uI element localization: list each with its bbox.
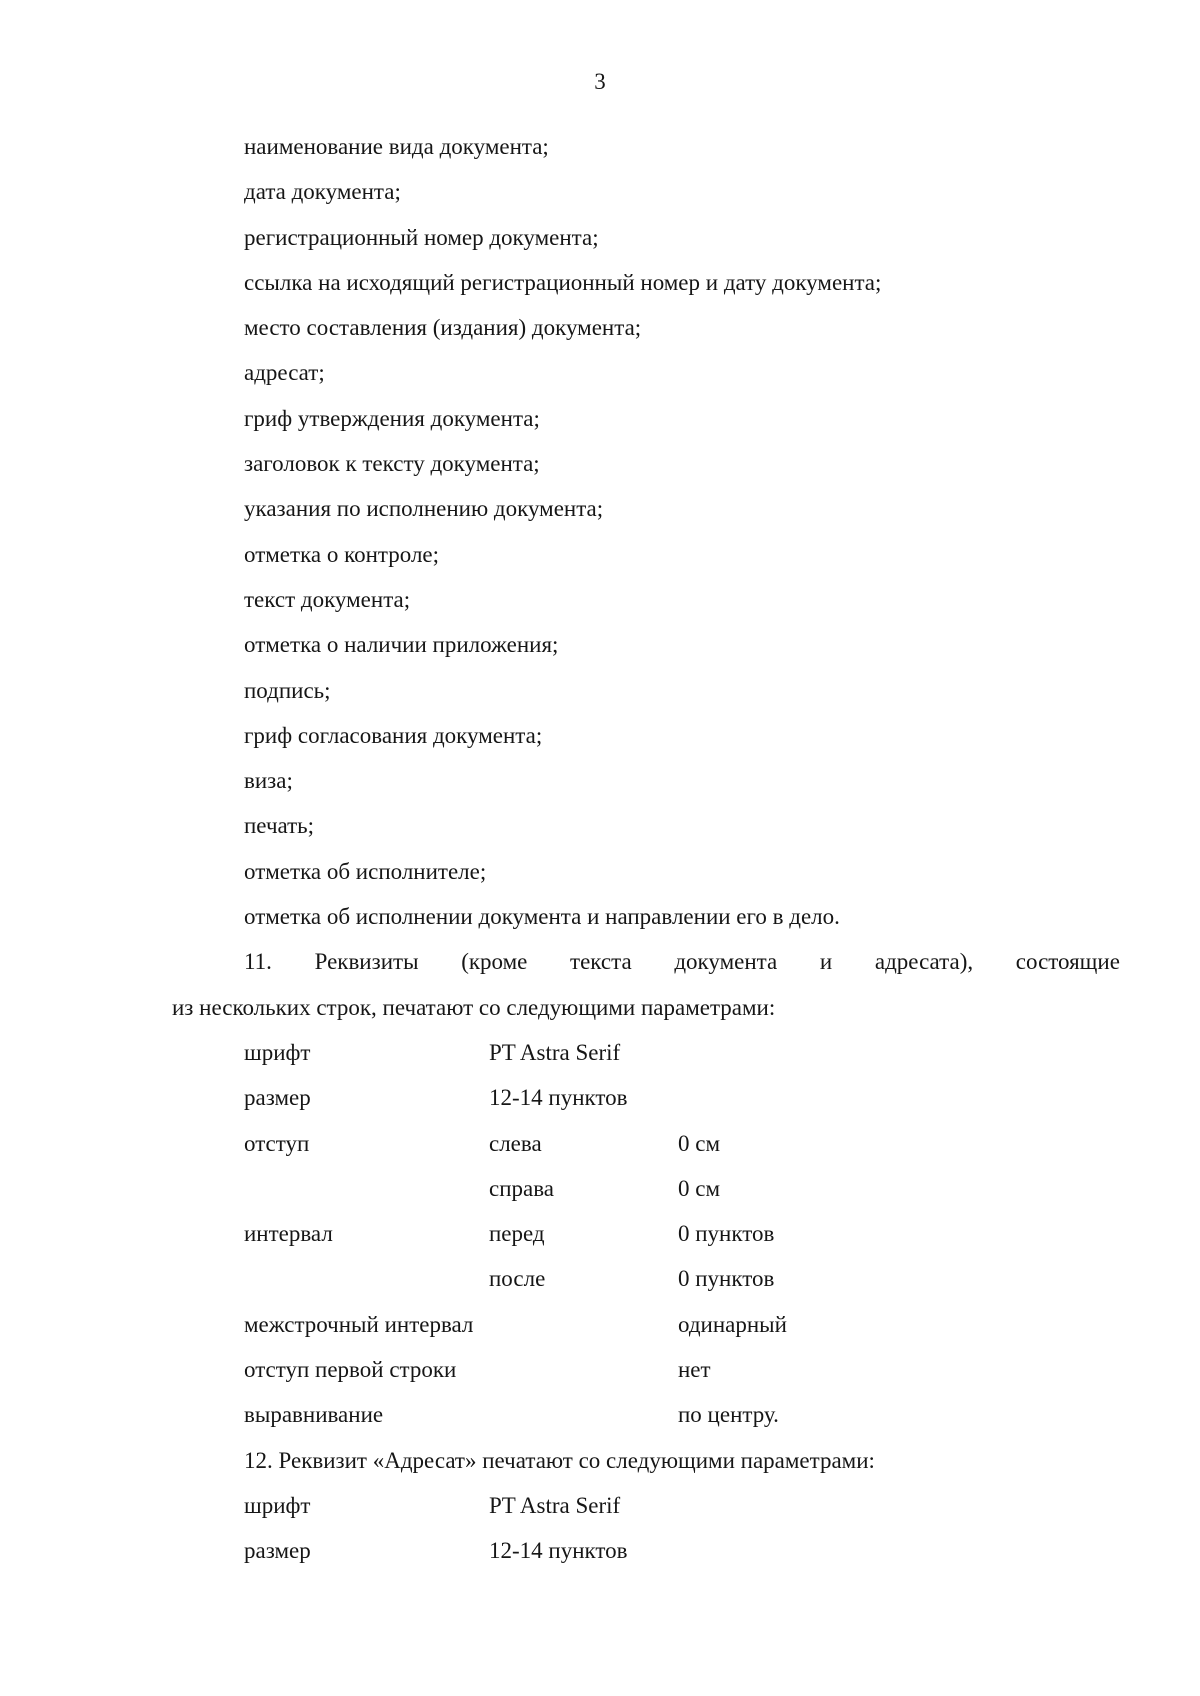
param-sub: слева <box>489 1130 542 1156</box>
document-body <box>0 124 1200 1574</box>
param-row <box>0 1121 1200 1166</box>
param-sub: перед <box>489 1221 545 1247</box>
paragraph-word: и <box>819 949 833 975</box>
param-sub: PT Astra Serif <box>489 1492 621 1518</box>
paragraph-12-text: 12. Реквизит «Адресат» печатают со следующими параметрами: <box>244 1447 875 1473</box>
list-item: наименование вида документа; <box>244 134 549 159</box>
requisites-list <box>0 124 1200 939</box>
paragraph-12 <box>0 1438 1200 1574</box>
list-item: регистрационный номер документа; <box>244 224 599 250</box>
param-label: выравнивание <box>244 1402 384 1428</box>
paragraph-word: текста <box>570 949 632 975</box>
param-sub: PT Astra Serif <box>489 1039 621 1065</box>
param-sub: 12-14 пунктов <box>489 1085 628 1111</box>
paragraph-word: Реквизиты <box>314 949 419 975</box>
paragraph-11-params <box>0 1030 1200 1438</box>
list-item: отметка об исполнителе; <box>244 858 487 884</box>
param-row <box>0 1302 1200 1347</box>
paragraph-word: 11. <box>244 949 272 975</box>
page-number: 3 <box>594 69 606 94</box>
paragraph-11-first-line <box>0 939 1120 984</box>
paragraph-12-params <box>0 1483 1200 1574</box>
param-label: размер <box>244 1085 311 1111</box>
list-item: виза; <box>244 768 293 794</box>
paragraph-word: документа <box>674 949 778 975</box>
param-label: размер <box>244 1538 311 1564</box>
param-value: 0 см <box>678 1130 721 1156</box>
param-label: интервал <box>244 1221 333 1247</box>
list-item: отметка о контроле; <box>244 541 440 567</box>
list-item: гриф утверждения документа; <box>244 405 540 431</box>
param-label: межстрочный интервал <box>244 1311 474 1337</box>
param-row <box>0 1528 1200 1573</box>
list-item: гриф согласования документа; <box>244 722 543 748</box>
param-label: шрифт <box>244 1492 311 1518</box>
param-value: нет <box>678 1357 711 1383</box>
param-row <box>0 1256 1200 1301</box>
param-label: отступ первой строки <box>244 1357 457 1383</box>
param-value: 0 пунктов <box>678 1221 775 1247</box>
paragraph-11 <box>0 939 1200 1437</box>
paragraph-word: адресата), <box>874 949 974 975</box>
param-label: шрифт <box>244 1039 311 1065</box>
param-row <box>0 1166 1200 1211</box>
list-item: текст документа; <box>244 586 411 612</box>
param-label: отступ <box>244 1130 310 1156</box>
paragraph-11-continuation: из нескольких строк, печатают со следующими параметрами: <box>172 994 776 1020</box>
list-item: печать; <box>244 813 315 839</box>
list-item: место составления (издания) документа; <box>244 315 642 341</box>
list-item: дата документа; <box>244 179 401 205</box>
param-value: одинарный <box>678 1311 787 1337</box>
list-item: ссылка на исходящий регистрационный номер и дату документа; <box>244 269 882 295</box>
list-item: адресат; <box>244 360 325 386</box>
param-value: по центру. <box>678 1402 779 1428</box>
param-row <box>0 1392 1200 1437</box>
param-row <box>0 1347 1200 1392</box>
param-row <box>0 1211 1200 1256</box>
paragraph-word: (кроме <box>461 949 528 975</box>
param-row <box>0 1030 1200 1075</box>
list-item: заголовок к тексту документа; <box>244 451 540 477</box>
paragraph-word: состоящие <box>1015 949 1120 975</box>
param-sub: справа <box>489 1175 554 1201</box>
list-item: подпись; <box>244 677 331 703</box>
param-row <box>0 1075 1200 1120</box>
param-value: 0 пунктов <box>678 1266 775 1292</box>
param-value: 0 см <box>678 1175 721 1201</box>
list-item: отметка о наличии приложения; <box>244 632 559 658</box>
param-row <box>0 1483 1200 1528</box>
param-sub: 12-14 пунктов <box>489 1538 628 1564</box>
param-sub: после <box>489 1266 546 1292</box>
list-item: отметка об исполнении документа и направлении его в дело. <box>244 904 840 930</box>
list-item: указания по исполнению документа; <box>244 496 604 522</box>
